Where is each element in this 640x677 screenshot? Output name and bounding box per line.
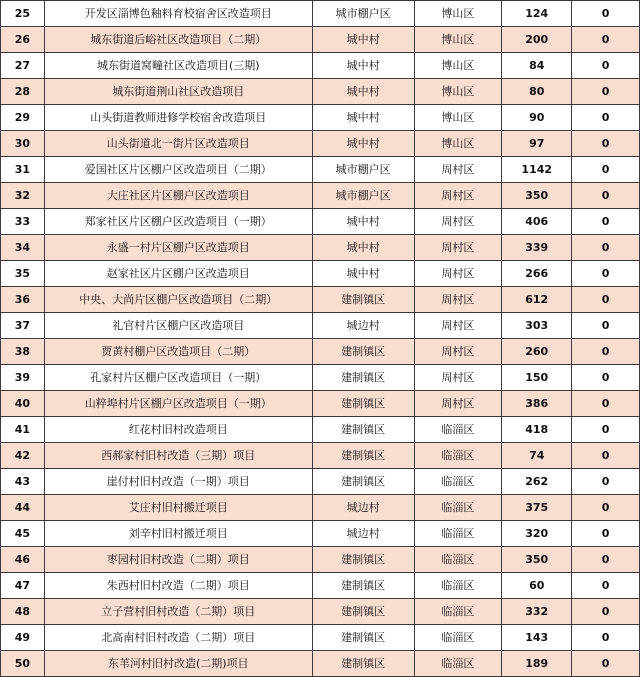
area-type: 城中村 [312,105,414,131]
table-row [1,573,640,599]
project-name: 艾庄村旧村搬迁项目 [44,495,312,521]
zero-value: 0 [572,235,640,261]
area-type: 建制镇区 [312,365,414,391]
district-name: 临淄区 [414,651,502,677]
row-number: 36 [1,287,45,313]
district-name: 临淄区 [414,625,502,651]
zero-value: 0 [572,105,640,131]
household-count: 266 [502,261,572,287]
district-name: 博山区 [414,131,502,157]
household-count: 189 [502,651,572,677]
zero-value: 0 [572,261,640,287]
project-name: 朱西村旧村改造（二期）项目 [44,573,312,599]
zero-value: 0 [572,313,640,339]
household-count: 350 [502,547,572,573]
project-name: 立子营村旧村改造（二期）项目 [44,599,312,625]
household-count: 339 [502,235,572,261]
project-name: 开发区淄博色釉料育校宿舍区改造项目 [44,1,312,27]
zero-value: 0 [572,53,640,79]
project-name: 枣园村旧村改造（二期）项目 [44,547,312,573]
district-name: 周村区 [414,339,502,365]
table-row [1,651,640,677]
project-name: 贾黄村棚户区改造项目（二期） [44,339,312,365]
table-row [1,339,640,365]
district-name: 周村区 [414,391,502,417]
row-number: 42 [1,443,45,469]
area-type: 建制镇区 [312,547,414,573]
zero-value: 0 [572,209,640,235]
zero-value: 0 [572,495,640,521]
row-number: 37 [1,313,45,339]
district-name: 博山区 [414,27,502,53]
project-name: 孔家村片区棚户区改造项目（一期） [44,365,312,391]
project-name: 城东街道荆山社区改造项目 [44,79,312,105]
area-type: 建制镇区 [312,573,414,599]
area-type: 城中村 [312,235,414,261]
table-row [1,79,640,105]
row-number: 46 [1,547,45,573]
table-row [1,27,640,53]
zero-value: 0 [572,651,640,677]
row-number: 30 [1,131,45,157]
row-number: 45 [1,521,45,547]
zero-value: 0 [572,1,640,27]
row-number: 33 [1,209,45,235]
household-count: 124 [502,1,572,27]
zero-value: 0 [572,521,640,547]
area-type: 建制镇区 [312,287,414,313]
project-name: 爱国社区片区棚户区改造项目（二期） [44,157,312,183]
household-count: 200 [502,27,572,53]
household-count: 303 [502,313,572,339]
household-count: 612 [502,287,572,313]
district-name: 周村区 [414,235,502,261]
zero-value: 0 [572,27,640,53]
district-name: 临淄区 [414,547,502,573]
table-row [1,313,640,339]
row-number: 35 [1,261,45,287]
table-row [1,261,640,287]
household-count: 375 [502,495,572,521]
row-number: 27 [1,53,45,79]
household-count: 386 [502,391,572,417]
row-number: 25 [1,1,45,27]
table-row [1,625,640,651]
project-name: 山头街道北一街片区改造项目 [44,131,312,157]
household-count: 143 [502,625,572,651]
district-name: 临淄区 [414,599,502,625]
row-number: 41 [1,417,45,443]
row-number: 50 [1,651,45,677]
household-count: 97 [502,131,572,157]
row-number: 39 [1,365,45,391]
household-count: 150 [502,365,572,391]
table-row [1,469,640,495]
table-row [1,53,640,79]
district-name: 周村区 [414,313,502,339]
household-count: 90 [502,105,572,131]
district-name: 周村区 [414,157,502,183]
area-type: 建制镇区 [312,599,414,625]
area-type: 城边村 [312,313,414,339]
table-row [1,235,640,261]
district-name: 临淄区 [414,417,502,443]
zero-value: 0 [572,131,640,157]
district-name: 临淄区 [414,573,502,599]
row-number: 38 [1,339,45,365]
district-name: 博山区 [414,105,502,131]
zero-value: 0 [572,339,640,365]
table-row [1,1,640,27]
project-name: 山头街道教师进修学校宿舍改造项目 [44,105,312,131]
district-name: 博山区 [414,1,502,27]
household-count: 260 [502,339,572,365]
district-name: 临淄区 [414,495,502,521]
project-name: 赵家社区片区棚户区改造项目 [44,261,312,287]
district-name: 周村区 [414,261,502,287]
zero-value: 0 [572,599,640,625]
table-row [1,105,640,131]
district-name: 博山区 [414,53,502,79]
project-name: 大庄社区片区棚户区改造项目 [44,183,312,209]
household-count: 406 [502,209,572,235]
household-count: 262 [502,469,572,495]
zero-value: 0 [572,287,640,313]
household-count: 1142 [502,157,572,183]
household-count: 320 [502,521,572,547]
row-number: 34 [1,235,45,261]
row-number: 49 [1,625,45,651]
area-type: 城市棚户区 [312,183,414,209]
district-name: 周村区 [414,287,502,313]
area-type: 建制镇区 [312,339,414,365]
table-row [1,495,640,521]
project-name: 红花村旧村改造项目 [44,417,312,443]
household-count: 418 [502,417,572,443]
row-number: 28 [1,79,45,105]
area-type: 城中村 [312,261,414,287]
zero-value: 0 [572,573,640,599]
area-type: 建制镇区 [312,391,414,417]
zero-value: 0 [572,625,640,651]
area-type: 城中村 [312,209,414,235]
project-name: 郑家社区片区棚户区改造项目（一期） [44,209,312,235]
district-name: 博山区 [414,79,502,105]
area-type: 城中村 [312,53,414,79]
table-row [1,443,640,469]
table-row [1,209,640,235]
district-name: 临淄区 [414,521,502,547]
project-name: 崖付村旧村改造（一期）项目 [44,469,312,495]
project-name: 山粹埠村片区棚户区改造项目（一期） [44,391,312,417]
area-type: 城边村 [312,495,414,521]
row-number: 31 [1,157,45,183]
district-name: 临淄区 [414,469,502,495]
area-type: 城中村 [312,79,414,105]
household-count: 84 [502,53,572,79]
area-type: 建制镇区 [312,469,414,495]
project-name: 城东街道窝疃社区改造项目(三期) [44,53,312,79]
table-row [1,547,640,573]
district-name: 临淄区 [414,443,502,469]
project-name: 永盛一村片区棚户区改造项目 [44,235,312,261]
household-count: 332 [502,599,572,625]
district-name: 周村区 [414,365,502,391]
zero-value: 0 [572,417,640,443]
area-type: 建制镇区 [312,651,414,677]
table-row [1,131,640,157]
area-type: 城中村 [312,27,414,53]
project-name: 刘辛村旧村搬迁项目 [44,521,312,547]
household-count: 60 [502,573,572,599]
district-name: 周村区 [414,209,502,235]
table-row [1,183,640,209]
table-row [1,417,640,443]
project-name: 礼官村片区棚户区改造项目 [44,313,312,339]
project-name: 西郝家村旧村改造（三期）项目 [44,443,312,469]
table-row [1,599,640,625]
area-type: 城中村 [312,131,414,157]
table-row [1,157,640,183]
zero-value: 0 [572,443,640,469]
project-name: 中央、大尚片区棚户区改造项目（二期） [44,287,312,313]
household-count: 80 [502,79,572,105]
zero-value: 0 [572,365,640,391]
area-type: 建制镇区 [312,417,414,443]
row-number: 47 [1,573,45,599]
table-row [1,287,640,313]
zero-value: 0 [572,157,640,183]
zero-value: 0 [572,183,640,209]
row-number: 40 [1,391,45,417]
project-name: 东苇河村旧村改造(二期)项目 [44,651,312,677]
zero-value: 0 [572,79,640,105]
area-type: 建制镇区 [312,625,414,651]
table-row [1,391,640,417]
row-number: 43 [1,469,45,495]
household-count: 350 [502,183,572,209]
area-type: 建制镇区 [312,443,414,469]
row-number: 29 [1,105,45,131]
zero-value: 0 [572,547,640,573]
household-count: 74 [502,443,572,469]
area-type: 城市棚户区 [312,1,414,27]
area-type: 城边村 [312,521,414,547]
zero-value: 0 [572,391,640,417]
project-name: 北高南村旧村改造（二期）项目 [44,625,312,651]
table-row [1,365,640,391]
row-number: 44 [1,495,45,521]
row-number: 32 [1,183,45,209]
row-number: 26 [1,27,45,53]
project-name: 城东街道后峪社区改造项目（二期） [44,27,312,53]
table-body [1,1,640,677]
row-number: 48 [1,599,45,625]
area-type: 城市棚户区 [312,157,414,183]
zero-value: 0 [572,469,640,495]
table-row [1,521,640,547]
district-name: 周村区 [414,183,502,209]
